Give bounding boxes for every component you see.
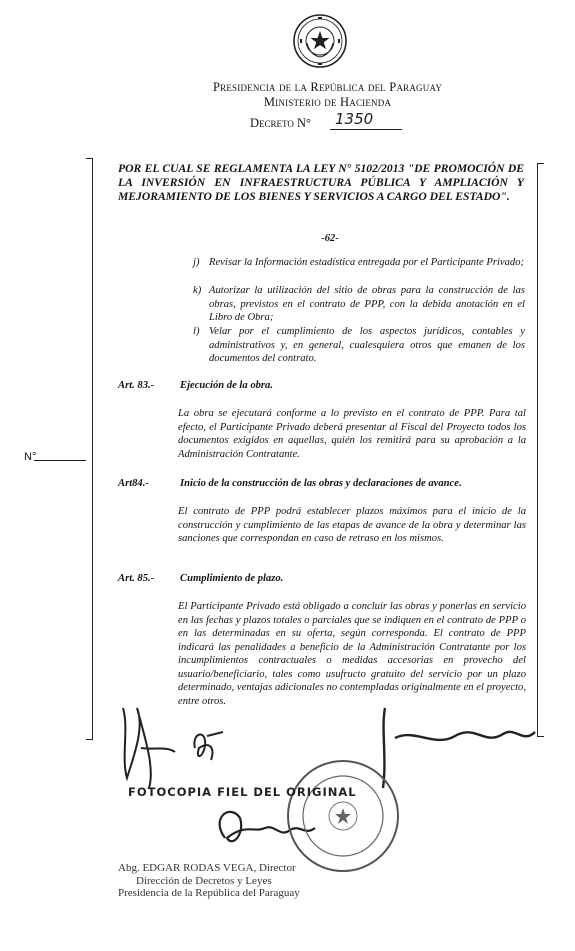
decree-number-underline — [330, 129, 402, 130]
margin-number-label: N° — [24, 451, 37, 463]
decree-number: 1350 — [335, 110, 374, 128]
right-margin-bracket — [537, 163, 544, 737]
decree-label: Decreto N° — [250, 116, 312, 130]
list-item-label: k) — [193, 285, 202, 296]
middle-signature-icon — [194, 732, 223, 760]
article-title: Cumplimiento de plazo. — [180, 573, 284, 584]
list-item — [193, 284, 525, 325]
list-item-text: Velar por el cumplimiento de los aspectos jurídicos, contables y administrativos y, en general, cualesquiera otros que emanen de los documentos del contrato. — [209, 326, 525, 364]
article-text: La obra se ejecutará conforme a lo previsto en el contrato de PPP. Para tal efecto, el Participante Privado deberá presentar al Fiscal del Proyecto todos los documentos exigidos en aquellas, quién los remitirá para su aprobación a la Administración Contratante. — [178, 408, 526, 460]
article-title: Ejecución de la obra. — [180, 380, 273, 391]
signatory-institution: Presidencia de la República del Paraguay — [118, 887, 300, 899]
certified-copy-stamp: FOTOCOPIA FIEL DEL ORIGINAL — [128, 785, 357, 799]
ministry-name: Ministerio de Hacienda — [263, 95, 392, 109]
left-signature-icon — [123, 708, 175, 788]
decree-title: POR EL CUAL SE REGLAMENTA LA LEY N° 5102/2013 "DE PROMOCIÓN DE LA INVERSIÓN EN INFRAESTRUCTURA PÚBLICA Y AMPLIACIÓN Y MEJORAMIENTO DE LOS BIENES Y SERVICIOS A CARGO DEL ESTADO". — [118, 162, 524, 203]
coat-of-arms-seal-icon — [292, 13, 348, 69]
left-margin-bracket — [86, 158, 93, 740]
list-item-text: Autorizar la utilización del sitio de obras para la construcción de las obras, previstos en el contrato de PPP, con la debida anotación en el Libro de Obra; — [209, 285, 525, 323]
lower-signature-icon — [220, 812, 315, 841]
list-item-label: j) — [193, 257, 200, 268]
list-item — [193, 325, 525, 366]
right-signature-icon — [383, 708, 535, 788]
institution-name: Presidencia de la República del Paraguay — [212, 80, 443, 94]
signatory-name: Abg. EDGAR RODAS VEGA, Director — [118, 862, 296, 874]
article-text: El contrato de PPP podrá establecer plazos máximos para el inicio de la construcción y cumplimiento de las etapas de avance de la obra y determinar las sanciones que correspondan en caso de retraso en los mismos. — [178, 506, 526, 544]
page-number: -62- — [321, 233, 339, 244]
official-round-seal-icon — [288, 761, 398, 871]
article-text: El Participante Privado está obligado a concluir las obras y ponerlas en servicio en las fechas y plazos totales o parciales que se indiquen en el contrato de PPP o en las determinadas en su oferta, según corresponda. El contrato de PPP indicará las penalidades a beneficio de la Administración Contratante por los incumplimientos contractuales o medidas accesorias en provecho del usuario/beneficiario, tales como usufructo gratuito del servicio por un plazo determinado, ventajas adicionales no contempladas originalmente en el proyecto, entre otros. — [178, 601, 526, 707]
signatory-block — [118, 862, 300, 900]
article-number: Art. 83.- — [118, 380, 155, 391]
article-title: Inicio de la construcción de las obras y declaraciones de avance. — [180, 478, 462, 489]
article-number: Art84.- — [118, 478, 149, 489]
list-item-label: l) — [193, 326, 200, 337]
article-number: Art. 85.- — [118, 573, 155, 584]
list-item — [193, 256, 525, 270]
signatory-office: Dirección de Decretos y Leyes — [136, 874, 272, 887]
left-margin-tick — [34, 460, 86, 461]
list-item-text: Revisar la Información estadística entregada por el Participante Privado; — [209, 257, 525, 268]
